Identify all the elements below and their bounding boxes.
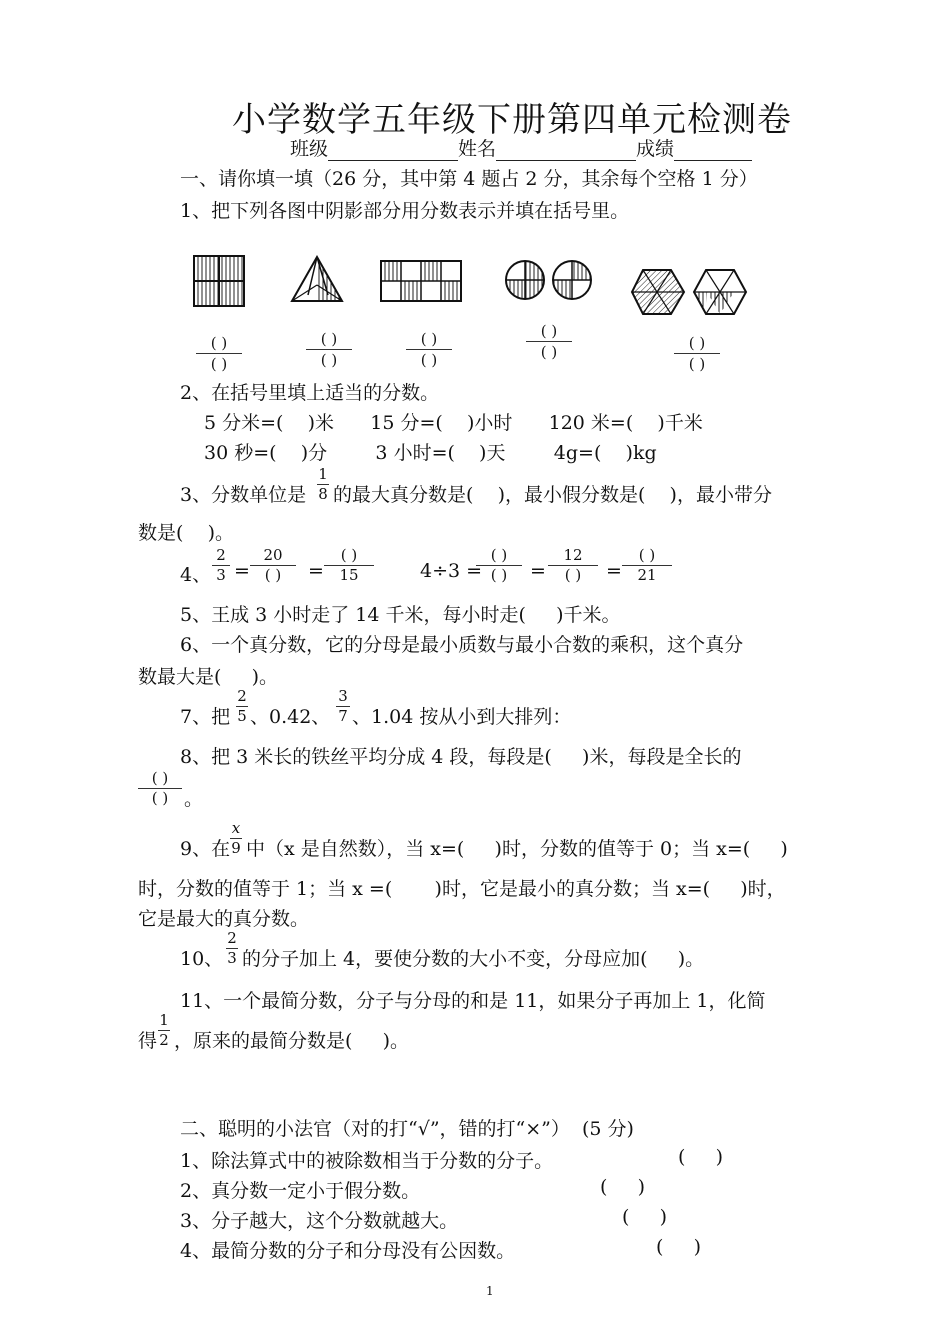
figure-square-grid xyxy=(193,255,245,307)
judge-mark-1[interactable]: ( ) xyxy=(678,1146,724,1168)
q4-fraction-6[interactable]: ( ) 21 xyxy=(622,547,672,584)
question-9-b: 中（x 是自然数），当 x=( )时，分数的值等于 0；当 x=( ) xyxy=(246,838,788,860)
question-11-b1: 得 xyxy=(138,1030,158,1052)
page-number: 1 xyxy=(486,1284,494,1298)
figure-checker-rectangle xyxy=(380,260,464,302)
section2-heading: 二、聪明的小法官（对的打“√”，错的打“×”） (5 分) xyxy=(180,1118,634,1140)
judge-item-4: 4、最简分数的分子和分母没有公因数。 xyxy=(180,1240,516,1262)
q4-fraction-4[interactable]: ( ) ( ) xyxy=(476,547,522,584)
question-11-a: 11、一个最简分数，分子与分母的和是 11，如果分子再加上 1，化简 xyxy=(180,990,766,1012)
q4-fraction-3[interactable]: ( ) 15 xyxy=(324,547,374,584)
question-3-a: 3、分数单位是 xyxy=(180,484,307,506)
question-6-a: 6、一个真分数，它的分母是最小质数与最小合数的乘积，这个真分 xyxy=(180,634,744,656)
name-label: 姓名 xyxy=(458,138,497,160)
q7-fraction-2: 3 7 xyxy=(336,688,350,725)
class-label: 班级 xyxy=(290,138,329,160)
answer-fraction-1[interactable]: ( ) ( ) xyxy=(196,334,242,373)
page-title: 小学数学五年级下册第四单元检测卷 xyxy=(232,100,792,140)
judge-item-1: 1、除法算式中的被除数相当于分数的分子。 xyxy=(180,1150,554,1172)
q8-end: 。 xyxy=(184,788,204,810)
question-2-row-1: 5 分米=( )米 15 分=( )小时 120 米=( )千米 xyxy=(204,412,703,434)
question-9-c: 时，分数的值等于 1；当 x =( )时，它是最小的真分数；当 x=( )时， xyxy=(138,878,786,900)
question-6-b: 数最大是( )。 xyxy=(138,666,279,688)
question-3-c: 数是( )。 xyxy=(138,522,234,544)
judge-mark-3[interactable]: ( ) xyxy=(622,1206,668,1228)
q4-eq-3: = xyxy=(530,560,546,582)
section1-heading: 一、请你填一填（26 分，其中第 4 题占 2 分，其余每个空格 1 分） xyxy=(180,168,758,190)
name-field[interactable] xyxy=(496,142,636,161)
question-2-row-2: 30 秒=( )分 3 小时=( )天 4g=( )kg xyxy=(204,442,657,464)
judge-mark-2[interactable]: ( ) xyxy=(600,1176,646,1198)
question-5: 5、王成 3 小时走了 14 千米，每小时走( )千米。 xyxy=(180,604,621,626)
question-7-a: 7、把 xyxy=(180,706,231,728)
question-7-b: 、0.42、 xyxy=(250,706,331,728)
judge-item-3: 3、分子越大，这个分数就越大。 xyxy=(180,1210,459,1232)
q4-eq-1: = xyxy=(234,560,250,582)
answer-fraction-5[interactable]: ( ) ( ) xyxy=(674,334,720,373)
answer-fraction-3[interactable]: ( ) ( ) xyxy=(406,330,452,369)
judge-mark-4[interactable]: ( ) xyxy=(656,1236,702,1258)
q8-answer-fraction[interactable]: ( ) ( ) xyxy=(138,770,182,807)
q7-fraction-1: 2 5 xyxy=(237,687,247,725)
answer-fraction-2[interactable]: ( ) ( ) xyxy=(306,330,352,369)
q9-fraction: x 9 xyxy=(231,819,241,857)
class-field[interactable] xyxy=(328,142,458,161)
question-1: 1、把下列各图中阴影部分用分数表示并填在括号里。 xyxy=(180,200,630,222)
question-2: 2、在括号里填上适当的分数。 xyxy=(180,382,440,404)
q11-fraction: 1 2 xyxy=(159,1011,169,1049)
figure-two-hexagons xyxy=(630,268,748,316)
info-line xyxy=(290,134,752,161)
question-10-b: 的分子加上 4，要使分数的大小不变，分母应加( )。 xyxy=(242,948,705,970)
q10-fraction: 2 3 xyxy=(227,929,237,967)
answer-fraction-4[interactable]: ( ) ( ) xyxy=(526,322,572,361)
question-7-c: 、1.04 按从小到大排列： xyxy=(352,706,572,728)
question-10-a: 10、 xyxy=(180,948,224,970)
score-field[interactable] xyxy=(674,142,752,161)
question-8-a: 8、把 3 米长的铁丝平均分成 4 段，每段是( )米，每段是全长的 xyxy=(180,746,742,768)
figure-triangle xyxy=(290,255,344,303)
q4-eq-2: = xyxy=(308,560,324,582)
question-3-b: 的最大真分数是( )，最小假分数是( )，最小带分 xyxy=(333,484,772,506)
q4-fraction-2[interactable]: 20 ( ) xyxy=(250,547,296,584)
question-4-label: 4、 xyxy=(180,564,212,586)
question-11-b2: ，原来的最简分数是( )。 xyxy=(174,1030,410,1052)
figure-two-circles xyxy=(505,259,593,301)
q4-fraction-5[interactable]: 12 ( ) xyxy=(548,547,598,584)
q4-fraction-1: 2 3 xyxy=(212,547,230,584)
question-9-a: 9、在 xyxy=(180,838,231,860)
fraction-one-eighth: 1 8 xyxy=(318,465,328,503)
q4-eq-4: = xyxy=(606,560,622,582)
score-label: 成绩 xyxy=(636,138,675,160)
q4-division: 4÷3 = xyxy=(420,560,483,582)
judge-item-2: 2、真分数一定小于假分数。 xyxy=(180,1180,421,1202)
question-9-d: 它是最大的真分数。 xyxy=(138,908,310,930)
